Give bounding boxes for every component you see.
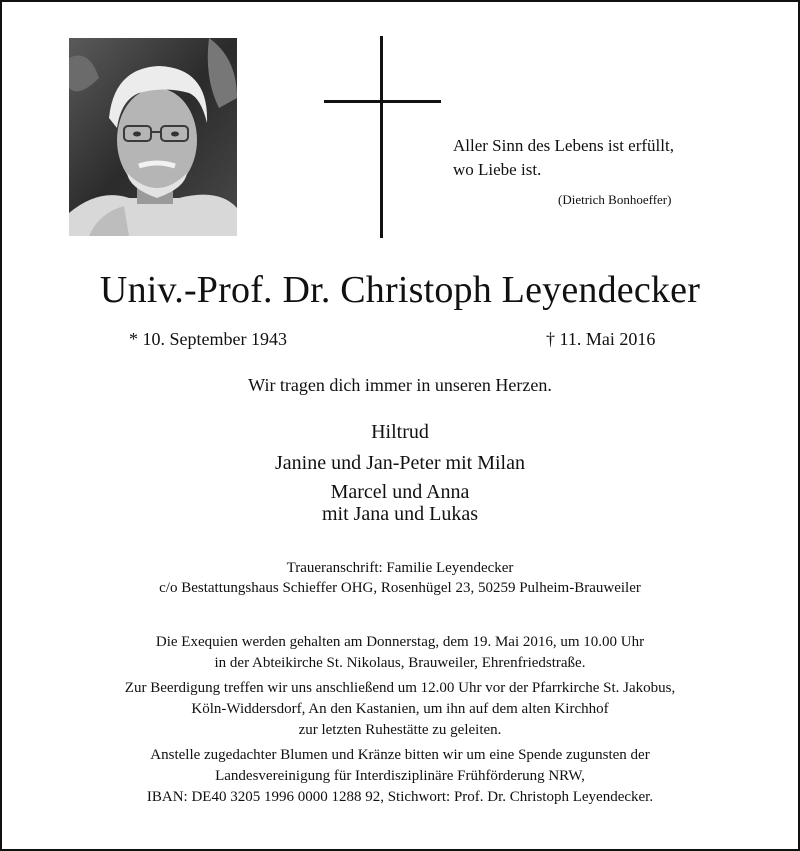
quote-author: (Dietrich Bonhoeffer) bbox=[558, 192, 672, 207]
detail-line: Anstelle zugedachter Blumen und Kränze bitten wir um eine Spende zugunsten der bbox=[150, 747, 650, 763]
birth-date: * 10. September 1943 bbox=[129, 329, 287, 349]
detail-line: Landesvereinigung für Interdisziplinäre Frühförderung NRW, bbox=[215, 768, 585, 784]
detail-line: IBAN: DE40 3205 1996 0000 1288 92, Stichwort: Prof. Dr. Christoph Leyendecker. bbox=[146, 789, 654, 805]
detail-line: zur letzten Ruhestätte zu geleiten. bbox=[298, 722, 502, 738]
detail-line: Die Exequien werden gehalten am Donnerstag, dem 19. Mai 2016, um 10.00 Uhr bbox=[155, 634, 645, 650]
cross-icon-bar bbox=[324, 100, 441, 103]
cross-icon bbox=[380, 36, 383, 238]
detail-line: in der Abteikirche St. Nikolaus, Brauweiler, Ehrenfriedstraße. bbox=[214, 655, 586, 671]
portrait-photo bbox=[69, 38, 237, 236]
mourner-line: Janine und Jan-Peter mit Milan bbox=[275, 452, 525, 474]
motto: Wir tragen dich immer in unseren Herzen. bbox=[248, 375, 552, 395]
mourner-line: Hiltrud bbox=[371, 421, 429, 443]
mourner-line: Marcel und Anna bbox=[330, 481, 470, 503]
mourning-address bbox=[2, 558, 798, 598]
death-date: † 11. Mai 2016 bbox=[546, 329, 656, 349]
detail-line: Köln-Widdersdorf, An den Kastanien, um ihn auf dem alten Kirchhof bbox=[191, 701, 609, 717]
quote-line: wo Liebe ist. bbox=[453, 160, 542, 179]
mourner-line: mit Jana und Lukas bbox=[321, 503, 479, 525]
quote bbox=[453, 134, 674, 182]
service-details bbox=[2, 632, 798, 808]
quote-line: Aller Sinn des Lebens ist erfüllt, bbox=[453, 136, 674, 155]
address-line: c/o Bestattungshaus Schieffer OHG, Rosenhügel 23, 50259 Pulheim-Brauweiler bbox=[159, 580, 641, 596]
deceased-name: Univ.-Prof. Dr. Christoph Leyendecker bbox=[99, 269, 701, 311]
detail-line: Zur Beerdigung treffen wir uns anschließend um 12.00 Uhr vor der Pfarrkirche St. Jakobus, bbox=[124, 680, 676, 696]
mourners bbox=[2, 417, 798, 525]
address-line: Traueranschrift: Familie Leyendecker bbox=[286, 560, 514, 576]
portrait-image bbox=[69, 38, 237, 236]
